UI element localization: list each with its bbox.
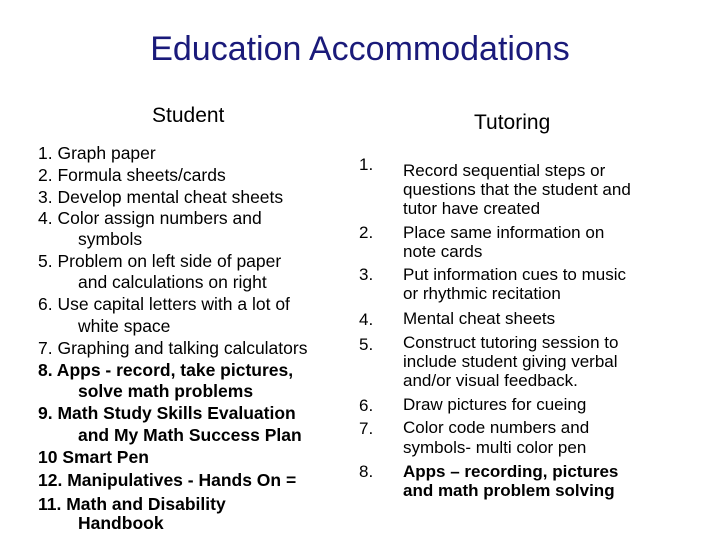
tutoring-number: 7.: [359, 419, 374, 438]
page-title: Education Accommodations: [150, 30, 570, 68]
tutoring-line: include student giving verbal: [403, 352, 618, 371]
tutoring-line: Record sequential steps or: [403, 161, 606, 180]
tutoring-line: Put information cues to music: [403, 265, 626, 284]
student-column-heading: Student: [152, 104, 225, 127]
tutoring-number: 3.: [359, 265, 374, 284]
tutoring-number: 1.: [359, 155, 374, 174]
student-line: and My Math Success Plan: [78, 425, 302, 445]
tutoring-line: or rhythmic recitation: [403, 284, 561, 303]
student-line: and calculations on right: [78, 272, 267, 292]
tutoring-number: 5.: [359, 335, 374, 354]
tutoring-line: and math problem solving: [403, 481, 615, 500]
student-line: 7. Graphing and talking calculators: [38, 338, 308, 358]
student-line: 4. Color assign numbers and: [38, 208, 262, 228]
tutoring-line: tutor have created: [403, 199, 541, 218]
tutoring-number: 8.: [359, 462, 374, 481]
tutoring-line: Mental cheat sheets: [403, 309, 556, 328]
tutoring-line: and/or visual feedback.: [403, 371, 578, 390]
student-line: 2. Formula sheets/cards: [38, 165, 226, 185]
student-line: solve math problems: [78, 381, 254, 401]
student-line: Handbook: [78, 513, 164, 533]
student-line: 11. Math and Disability: [38, 494, 226, 514]
tutoring-number: 2.: [359, 223, 374, 242]
student-line: 6. Use capital letters with a lot of: [38, 294, 290, 314]
tutoring-column-heading: Tutoring: [474, 111, 551, 134]
tutoring-line: note cards: [403, 242, 483, 261]
tutoring-line: Color code numbers and: [403, 418, 590, 437]
tutoring-line: Apps – recording, pictures: [403, 462, 619, 481]
student-line: 8. Apps - record, take pictures,: [38, 360, 294, 380]
student-line: 1. Graph paper: [38, 143, 156, 163]
tutoring-number: 6.: [359, 396, 374, 415]
tutoring-line: symbols- multi color pen: [403, 438, 587, 457]
student-line: white space: [78, 316, 171, 336]
tutoring-line: Construct tutoring session to: [403, 333, 619, 352]
tutoring-line: questions that the student and: [403, 180, 631, 199]
student-line: 12. Manipulatives - Hands On =: [38, 470, 297, 490]
student-line: symbols: [78, 229, 143, 249]
student-line: 9. Math Study Skills Evaluation: [38, 403, 296, 423]
student-line: 10 Smart Pen: [38, 447, 149, 467]
tutoring-line: Draw pictures for cueing: [403, 395, 587, 414]
student-line: 3. Develop mental cheat sheets: [38, 187, 284, 207]
tutoring-number: 4.: [359, 310, 374, 329]
student-line: 5. Problem on left side of paper: [38, 251, 282, 271]
tutoring-line: Place same information on: [403, 223, 605, 242]
